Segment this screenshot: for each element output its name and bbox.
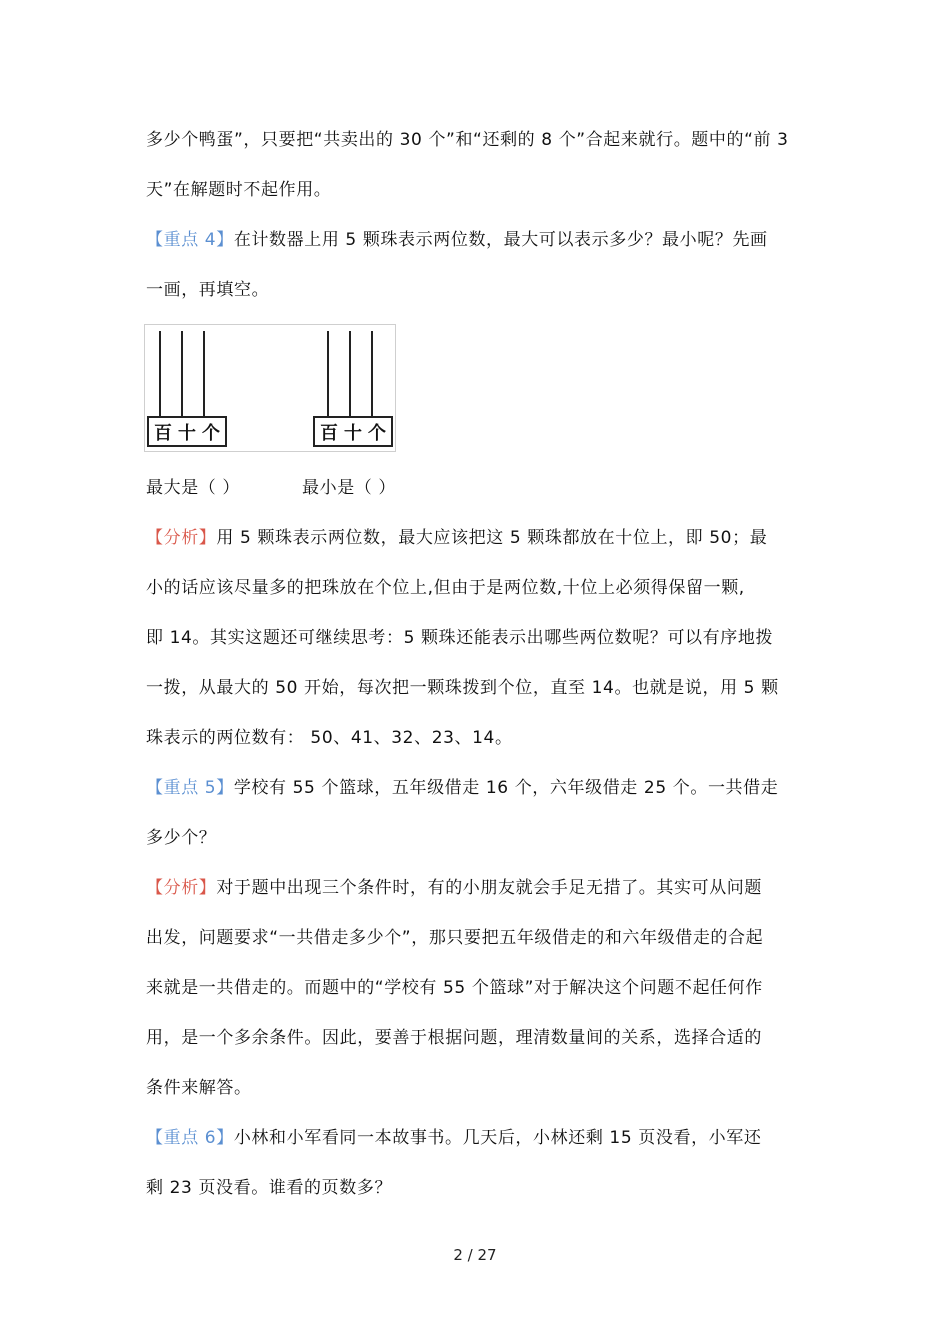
text-line: 小的话应该尽量多的把珠放在个位上,但由于是两位数,十位上必须得保留一颗, bbox=[146, 578, 745, 598]
max-answer-label: 最大是（ ） bbox=[146, 478, 241, 498]
abacus-rod bbox=[371, 331, 373, 423]
min-answer-label: 最小是（ ） bbox=[302, 478, 397, 498]
text-line: 多少个？ bbox=[146, 828, 217, 848]
abacus-rod bbox=[349, 331, 351, 423]
abacus-figure bbox=[144, 324, 396, 452]
text-line: 条件来解答。 bbox=[146, 1078, 252, 1098]
text-line: 来就是一共借走的。而题中的“学校有 55 个篮球”对于解决这个问题不起任何作 bbox=[146, 978, 763, 998]
text-line: 一拨，从最大的 50 开始，每次把一颗珠拨到个位，直至 14。也就是说，用 5 颗 bbox=[146, 678, 779, 698]
ones-label: 个 bbox=[368, 422, 386, 444]
analysis-1 bbox=[146, 526, 767, 550]
abacus-rod bbox=[327, 331, 329, 423]
tens-label: 十 bbox=[344, 422, 362, 444]
abacus-rod bbox=[159, 331, 161, 423]
text-line: 天”在解题时不起作用。 bbox=[146, 180, 332, 200]
key-point-6 bbox=[146, 1126, 761, 1150]
key-point-text: 学校有 55 个篮球，五年级借走 16 个，六年级借走 25 个。一共借走 bbox=[233, 778, 779, 798]
text-line: 用，是一个多余条件。因此，要善于根据问题，理清数量间的关系，选择合适的 bbox=[146, 1028, 762, 1048]
key-point-text: 小林和小军看同一本故事书。几天后，小林还剩 15 页没看，小军还 bbox=[233, 1128, 762, 1148]
text-line: 珠表示的两位数有： 50、41、32、23、14。 bbox=[146, 728, 513, 748]
abacus-base-right bbox=[313, 416, 393, 447]
text-line: 多少个鸭蛋”，只要把“共卖出的 30 个”和“还剩的 8 个”合起来就行。题中的“前 3 bbox=[146, 130, 789, 150]
text-line: 剩 23 页没看。谁看的页数多？ bbox=[146, 1178, 393, 1198]
analysis-tag: 【分析】 bbox=[146, 528, 217, 548]
analysis-2 bbox=[146, 876, 762, 900]
analysis-text: 对于题中出现三个条件时，有的小朋友就会手足无措了。其实可从问题 bbox=[216, 878, 763, 898]
ones-label: 个 bbox=[202, 422, 220, 444]
tens-label: 十 bbox=[178, 422, 196, 444]
abacus-rod bbox=[181, 331, 183, 423]
hundreds-label: 百 bbox=[320, 422, 338, 444]
key-point-5 bbox=[146, 776, 778, 800]
analysis-tag: 【分析】 bbox=[146, 878, 217, 898]
abacus-base-left bbox=[147, 416, 227, 447]
key-point-tag: 【重点 4】 bbox=[146, 230, 234, 250]
page-number: 2 / 27 bbox=[453, 1246, 497, 1264]
key-point-tag: 【重点 5】 bbox=[146, 778, 234, 798]
key-point-tag: 【重点 6】 bbox=[146, 1128, 234, 1148]
text-line: 出发，问题要求“一共借走多少个”，那只要把五年级借走的和六年级借走的合起 bbox=[146, 928, 764, 948]
analysis-text: 用 5 颗珠表示两位数，最大应该把这 5 颗珠都放在十位上，即 50；最 bbox=[216, 528, 768, 548]
text-line: 即 14。其实这题还可继续思考：5 颗珠还能表示出哪些两位数呢？可以有序地拨 bbox=[146, 628, 774, 648]
hundreds-label: 百 bbox=[154, 422, 172, 444]
text-line: 一画，再填空。 bbox=[146, 280, 270, 300]
key-point-4 bbox=[146, 228, 768, 252]
key-point-text: 在计数器上用 5 颗珠表示两位数，最大可以表示多少？最小呢？先画 bbox=[233, 230, 768, 250]
abacus-rod bbox=[203, 331, 205, 423]
